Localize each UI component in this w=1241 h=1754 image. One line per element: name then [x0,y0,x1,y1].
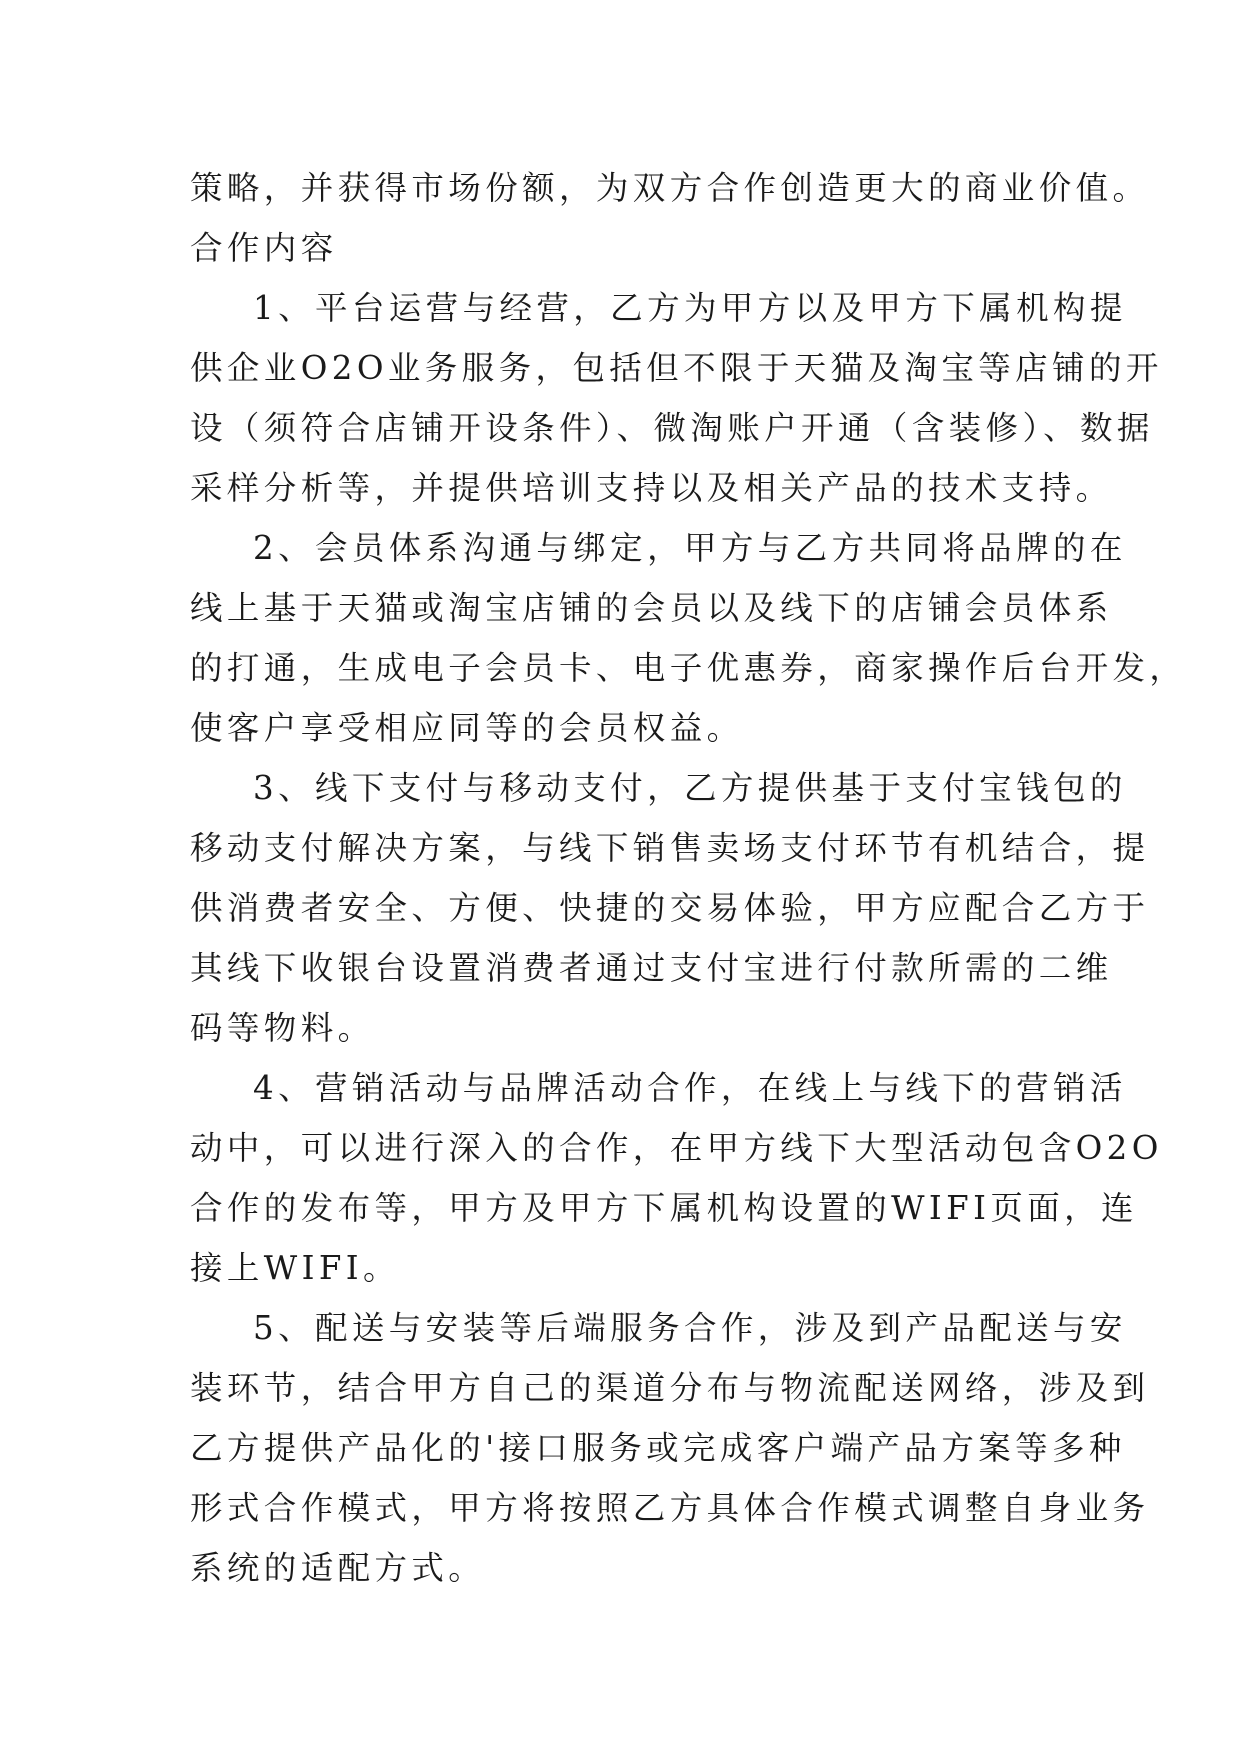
text-line: 码等物料。 [190,1009,375,1047]
text-line: 合作的发布等，甲方及甲方下属机构设置的WIFI页面，连 [190,1189,1138,1227]
text-line: 移动支付解决方案，与线下销售卖场支付环节有机结合，提 [190,829,1150,867]
section-heading: 合作内容 [190,229,338,267]
text-line: 供消费者安全、方便、快捷的交易体验，甲方应配合乙方于 [190,889,1150,927]
text-line: 供企业O2O业务服务，包括但不限于天猫及淘宝等店铺的开 [190,349,1163,387]
text-line: 使客户享受相应同等的会员权益。 [190,709,744,747]
text-line: 3、线下支付与移动支付，乙方提供基于支付宝钱包的 [253,769,1127,807]
text-line: 接上WIFI。 [190,1249,400,1287]
text-line: 2、会员体系沟通与绑定，甲方与乙方共同将品牌的在 [253,529,1127,567]
text-line: 策略，并获得市场份额，为双方合作创造更大的商业价值。 [190,169,1150,207]
text-line: 乙方提供产品化的'接口服务或完成客户端产品方案等多种 [190,1429,1126,1467]
text-line: 的打通，生成电子会员卡、电子优惠券，商家操作后台开发， [190,649,1187,687]
text-line: 线上基于天猫或淘宝店铺的会员以及线下的店铺会员体系 [190,589,1113,627]
text-line: 其线下收银台设置消费者通过支付宝进行付款所需的二维 [190,949,1113,987]
text-line: 设（须符合店铺开设条件）、微淘账户开通（含装修）、数据 [190,409,1154,447]
text-line: 5、配送与安装等后端服务合作，涉及到产品配送与安 [253,1309,1127,1347]
text-line: 装环节，结合甲方自己的渠道分布与物流配送网络，涉及到 [190,1369,1150,1407]
text-line: 系统的适配方式。 [190,1549,486,1587]
text-line: 4、营销活动与品牌活动合作，在线上与线下的营销活 [253,1069,1127,1107]
text-line: 动中，可以进行深入的合作，在甲方线下大型活动包含O2O [190,1129,1163,1167]
text-line: 1、平台运营与经营，乙方为甲方以及甲方下属机构提 [253,289,1127,327]
text-line: 采样分析等，并提供培训支持以及相关产品的技术支持。 [190,469,1113,507]
text-line: 形式合作模式，甲方将按照乙方具体合作模式调整自身业务 [190,1489,1150,1527]
